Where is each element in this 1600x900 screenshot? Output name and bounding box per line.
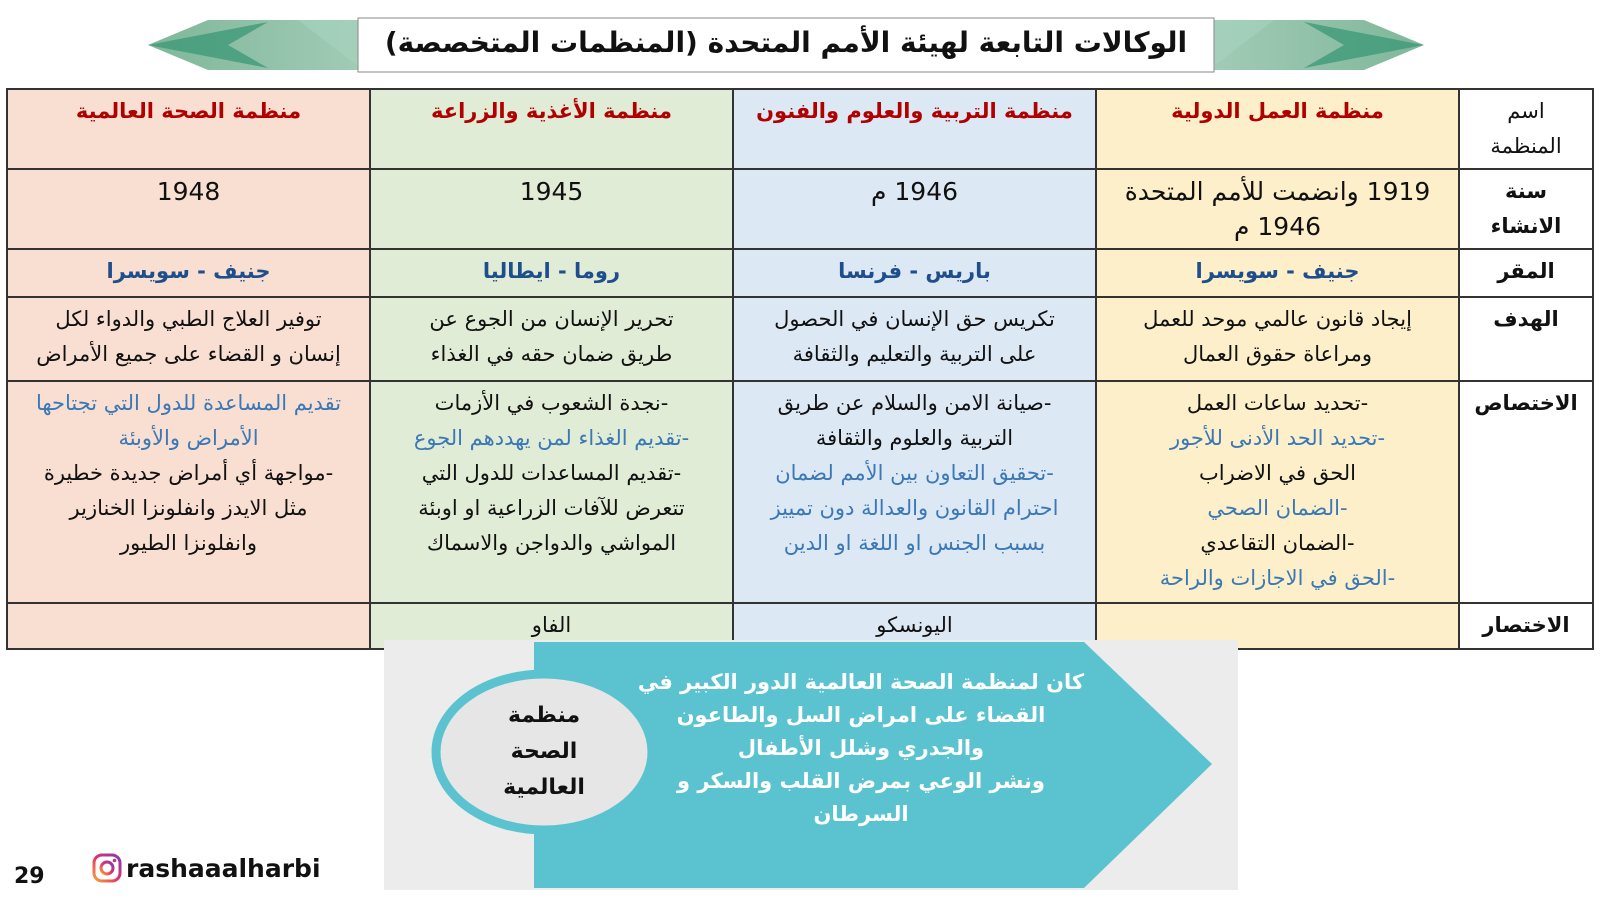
org-name-ilo (1096, 89, 1459, 169)
duties-fao (370, 381, 733, 603)
row-label-duties: الاختصاص (1459, 381, 1593, 603)
hq-text: جنيف - سويسرا (106, 259, 271, 283)
arrow-line: ونشر الوعي بمرض القلب والسكر و (677, 769, 1045, 793)
duty-line: احترام القانون والعدالة دون تمييز (770, 496, 1059, 520)
table-row-name (7, 89, 1593, 169)
goal-ilo (1096, 297, 1459, 381)
duty-line: -تحقيق التعاون بين الأمم لضمان (775, 461, 1054, 485)
row-label-name: اسم المنظمة (1459, 89, 1593, 169)
hq-unesco (733, 249, 1096, 297)
table-row-hq (7, 249, 1593, 297)
oval-line: منظمة (507, 703, 581, 728)
arrow-line: القضاء على امراض السل والطاعون (676, 703, 1046, 727)
goal-line: على التربية والتعليم والثقافة (792, 342, 1037, 366)
goal-line: إنسان و القضاء على جميع الأمراض (36, 342, 341, 366)
hq-text: جنيف - سويسرا (1195, 259, 1360, 283)
duties-ilo (1096, 381, 1459, 603)
founded-line: 1946 م (870, 177, 959, 206)
duty-line: -تقديم الغذاء لمن يهددهم الجوع (413, 426, 690, 450)
hq-fao (370, 249, 733, 297)
org-name-text: منظمة التربية والعلوم والفنون (756, 99, 1073, 123)
founded-line: 1946 م (1233, 212, 1322, 241)
org-name-unesco (733, 89, 1096, 169)
arrow-line: كان لمنظمة الصحة العالمية الدور الكبير في (637, 670, 1085, 694)
page-title: الوكالات التابعة لهيئة الأمم المتحدة (المنظمات المتخصصة) (384, 26, 1188, 59)
row-label-goal: الهدف (1459, 297, 1593, 381)
duty-line: تتعرض للآفات الزراعية او اوبئة (418, 496, 685, 520)
table-row-goal (7, 297, 1593, 381)
org-name-fao (370, 89, 733, 169)
instagram-icon (92, 853, 122, 883)
duty-line: المواشي والدواجن والاسماك (426, 531, 677, 555)
founded-line: 1948 (156, 177, 221, 206)
duty-line: -مواجهة أي أمراض جديدة خطيرة (43, 461, 334, 485)
abbr-fao: الفاو (370, 603, 733, 649)
duty-line: -تحديد الحد الأدنى للأجور (1169, 426, 1386, 450)
founded-fao (370, 169, 733, 249)
goal-line: إيجاد قانون عالمي موحد للعمل (1143, 307, 1412, 331)
duties-who (7, 381, 370, 603)
abbr-who (7, 603, 370, 649)
duty-line: تقديم المساعدة للدول التي تجتاحها (35, 391, 342, 415)
founded-unesco (733, 169, 1096, 249)
instagram-handle: rashaaalharbi (126, 853, 321, 883)
duty-line: مثل الايدز وانفلونزا الخنازير (69, 496, 308, 520)
title-banner (148, 14, 1424, 76)
duty-line: -تقديم المساعدات للدول التي (421, 461, 682, 485)
org-name-text: منظمة الصحة العالمية (75, 99, 302, 123)
table-row-duties (7, 381, 1593, 603)
org-name-text: منظمة الأغذية والزراعة (431, 99, 672, 123)
duty-line: التربية والعلوم والثقافة (815, 426, 1014, 450)
callout-arrow-text (616, 666, 1106, 831)
arrow-line: السرطان (813, 802, 909, 826)
row-label-abbr: الاختصار (1459, 603, 1593, 649)
hq-ilo (1096, 249, 1459, 297)
duty-line: وانفلونزا الطيور (120, 531, 257, 555)
goal-unesco (733, 297, 1096, 381)
founded-line: 1919 وانضمت للأمم المتحدة (1124, 177, 1431, 206)
arrow-line: والجدري وشلل الأطفال (737, 736, 985, 760)
oval-line: الصحة (510, 739, 578, 764)
duty-line: -الضمان الصحي (1207, 496, 1348, 520)
callout-oval-text (484, 698, 604, 806)
org-name-text: منظمة العمل الدولية (1171, 99, 1384, 123)
hq-text: روما - ايطاليا (482, 259, 621, 283)
goal-line: ومراعاة حقوق العمال (1183, 342, 1372, 366)
duty-line: الحق في الاضراب (1198, 461, 1357, 485)
duty-line: -الضمان التقاعدي (1200, 531, 1355, 555)
page-number: 29 (14, 864, 45, 889)
goal-line: تحرير الإنسان من الجوع عن (429, 307, 674, 331)
duty-line: -الحق في الاجازات والراحة (1159, 566, 1396, 590)
goal-line: توفير العلاج الطبي والدواء لكل (55, 307, 322, 331)
goal-who (7, 297, 370, 381)
duty-line: -صيانة الامن والسلام عن طريق (777, 391, 1052, 415)
duty-line: الأمراض والأوبئة (118, 426, 259, 450)
row-label-founded: سنة الانشاء (1459, 169, 1593, 249)
founded-ilo (1096, 169, 1459, 249)
duty-line: -تحديد ساعات العمل (1186, 391, 1369, 415)
table-row-founded (7, 169, 1593, 249)
agencies-table (6, 88, 1594, 650)
org-name-who (7, 89, 370, 169)
founded-who (7, 169, 370, 249)
hq-text: باريس - فرنسا (838, 259, 991, 283)
founded-line: 1945 (519, 177, 584, 206)
abbr-unesco: اليونسكو (733, 603, 1096, 649)
duty-line: -نجدة الشعوب في الأزمات (434, 391, 669, 415)
goal-line: تكريس حق الإنسان في الحصول (774, 307, 1055, 331)
instagram-credit (92, 853, 321, 883)
oval-line: العالمية (503, 775, 585, 800)
goal-fao (370, 297, 733, 381)
who-callout (384, 640, 1238, 890)
hq-who (7, 249, 370, 297)
duties-unesco (733, 381, 1096, 603)
row-label-hq: المقر (1459, 249, 1593, 297)
goal-line: طريق ضمان حقه في الغذاء (430, 342, 673, 366)
duty-line: بسبب الجنس او اللغة او الدين (783, 531, 1046, 555)
